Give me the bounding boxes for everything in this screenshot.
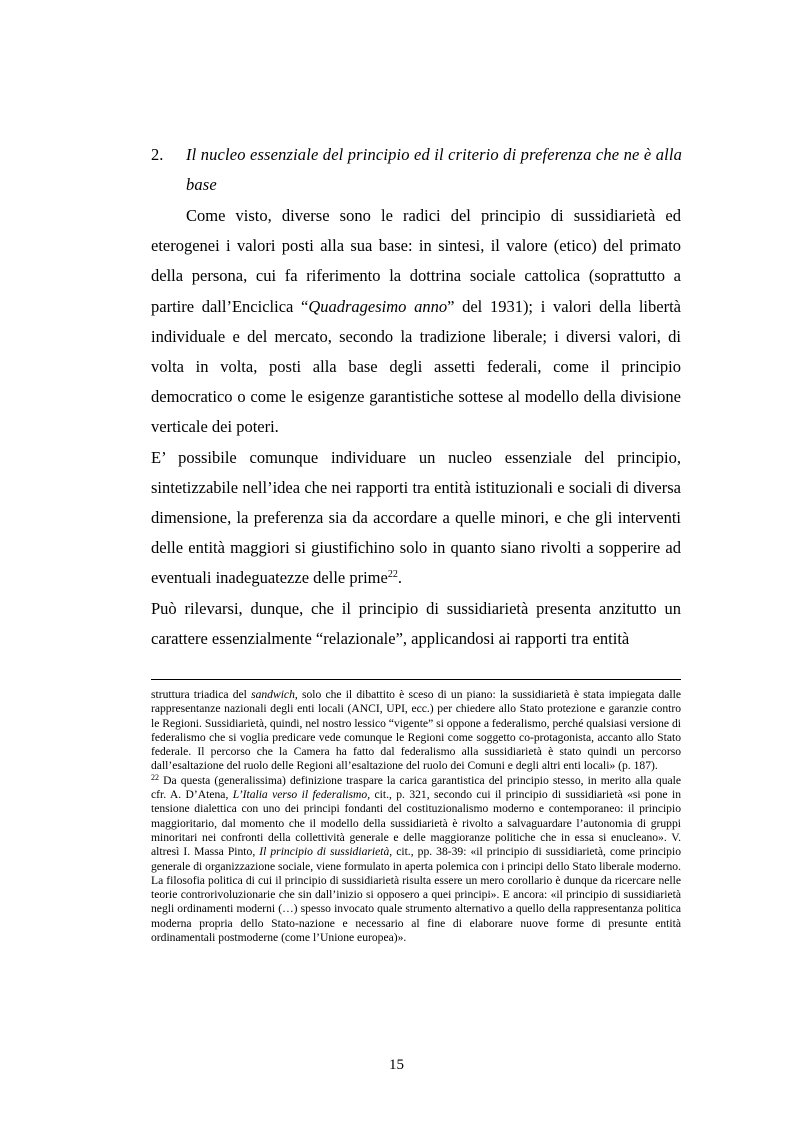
section-title: Il nucleo essenziale del principio ed il criterio di preferenza che ne è alla base — [186, 145, 682, 194]
footnote-continuation-italic: sandwich — [251, 688, 295, 701]
paragraph-3 — [151, 594, 681, 654]
footnote-22-italic-2: Il principio di sussidiarietà — [259, 845, 390, 859]
footnote-continuation — [151, 688, 681, 774]
footnote-continuation-a: struttura triadica del — [151, 688, 252, 701]
footnote-22-a: Da questa (generalissima) definizione traspare la carica garantistica del principio stesso, in merito alla quale cfr. A. D’Atena, — [151, 773, 681, 802]
footnote-22-italic-1: L’Italia verso il federalismo — [232, 788, 368, 802]
paragraph-1 — [151, 201, 681, 443]
page-number: 15 — [389, 1057, 404, 1073]
encyclical-title: Quadragesimo anno — [308, 296, 448, 316]
paragraph-1-text: Come visto, diverse sono le radici del principio di sussidiarietà ed eterogenei i valori posti alla sua base: in sintesi, il valore (etico) del primato della persona, cui fa riferimento la dottrina sociale cattolica (soprattutto a partire dall’Enciclica “ — [151, 206, 681, 316]
paragraph-2-end: . — [397, 568, 402, 588]
body-text — [151, 201, 681, 654]
paragraph-1-end: ” del 1931); i valori della libertà individuale e del mercato, secondo la tradizione liberale; i diversi valori, di volta in volta, posti alla base degli assetti federali, come il principio democratico o come le esigenze garantistiche sottese al modello della divisione verticale dei poteri. — [151, 296, 681, 437]
paragraph-2-text: E’ possibile comunque individuare un nucleo essenziale del principio, sintetizzabile nell’idea che nei rapporti tra entità istituzionali e sociali di diversa dimensione, la preferenza sia da accordare a quelle minori, e che gli interventi delle entità maggiori si giustifichino solo in quanto siano rivolti a sopperire ad eventuali inadeguatezze delle prime — [151, 447, 681, 588]
paragraph-3-text: Può rilevarsi, dunque, che il principio di sussidiarietà presenta anzitutto un carattere essenzialmente “relazionale”, applicandosi ai rapporti tra entità — [151, 598, 681, 648]
footnote-ref-22[interactable]: 22 — [387, 569, 398, 581]
footnote-separator — [151, 679, 681, 680]
footnote-22 — [151, 774, 681, 946]
footnote-22-b: , cit., p. 321, secondo cui il principio di sussidiarietà «si pone in tensione dialettica con uno dei principi fondanti del costituzionalismo moderno e contemporaneo: il principio maggioritario, dal momento che il modello della sussidiarietà è rivolto a salvaguardare l’autonomia di gruppi minoritari nei confronti della collettività generale e delle maggioranze politiche che in essa si enucleano». V. altresì I. Massa Pinto, — [151, 788, 681, 859]
footnote-22-mark: 22 — [151, 772, 159, 782]
section-number: 2. — [151, 145, 164, 164]
footnote-continuation-b: , solo che il dibattito è sceso di un piano: la sussidiarietà è stata impiegata dalle rappresentanze nazionali degli enti locali (ANCI, UPI, ecc.) per chiedere allo Stato protezione e garanzie contro le Regioni. Sussidiarietà, quindi, nel nostro lessico “vigente” si oppone a federalismo, perché qualsiasi versione di federalismo che si voglia predicare vede comunque le Regioni come soggetto co-protagonista, accanto allo Stato federale. Il percorso che la Camera ha fatto dal federalismo alla sussidiarietà è stato quindi un percorso dall’esaltazione del ruolo delle Regioni all’esaltazione del ruolo dei Comuni e degli altri enti locali» (p. 187). — [151, 688, 681, 773]
paragraph-2 — [151, 443, 681, 594]
section-heading — [151, 140, 682, 200]
footnote-22-c: , cit., pp. 38-39: «il principio di sussidiarietà, come principio generale di organizzazione sociale, viene formulato in aperta polemica con i principi dello Stato liberale moderno. La filosofia politica di cui il principio di sussidiarietà risulta essere un mero corollario è dunque da ricercare nelle teorie controrivoluzionarie che sin dall’inizio si opposero a quei principi». E ancora: «il principio di sussidiarietà negli ordinamenti moderni (…) spesso invocato quale strumento alternativo a quello della rappresentanza politica moderna propria dello Stato-nazione e necessario al fine di elaborare nuove forme di presunte entità ordinamentali postmoderne (come l’Unione europea)». — [151, 845, 682, 945]
footnotes — [151, 688, 681, 945]
